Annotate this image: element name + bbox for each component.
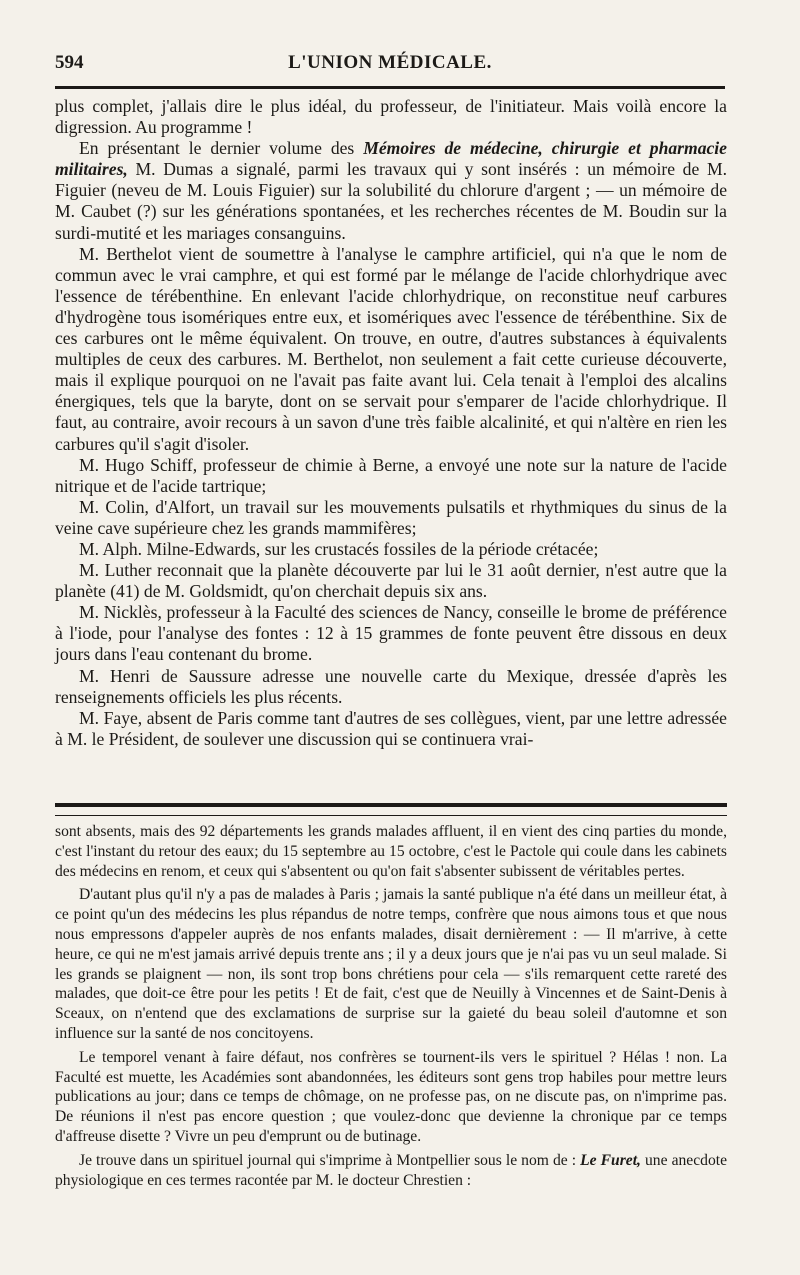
- feuilleton-paragraph-sante: D'autant plus qu'il n'y a pas de malades à Paris ; jamais la santé publique n'a été dans un meilleur état, à ce point qu'un des médecins les plus répandus de notre temps, confrère que nous aimons tous et que nous nous empressons d'appeler auprès de nos enfants malades, disait dernièrement : — Il m'arrive, à cette heure, ce qui ne m'est jamais arrivé depuis trente ans ; il y a deux jours que je n'ai pas vu un seul malade. Si les grands se plaignent — non, ils sont trop bons chrétiens pour cela — s'ils remarquent cette rareté des malades, que doit-ce être pour les petits ! Et de fait, c'est que de Neuilly à Vincennes et de Saint-Denis à Sceaux, on n'entend que des exclamations de surprise sur la gaieté du beau soleil d'automne et son influence sur la santé de nos concitoyens.: [55, 886, 727, 1042]
- paragraph-berthelot: M. Berthelot vient de soumettre à l'analyse le camphre artificiel, qui n'a que le nom de commun avec le vrai camphre, et qui est formé par le mélange de l'acide chlorhydrique avec l'essence de térébenthine. En enlevant l'acide chlorhydrique, on reconstitue neuf carbures d'hydrogène tous isomériques entre eux, et isomériques avec l'essence de térébenthine. Six de ces carbures ont le même équivalent. On trouve, en outre, d'autres substances à équivalents multiples de ceux des carbures. M. Berthelot, non seulement a fait cette curieuse découverte, mais il explique pourquoi on ne l'avait pas faite avant lui. Cela tenait à l'emploi des alcalins énergiques, tels que la baryte, dont on se servait pour s'emparer de l'acide chlorhydrique. Il faut, au contraire, avoir recours à un savon d'une très faible alcalinité, et qui n'altère en rien les carbures qu'il s'agit d'isoler.: [55, 243, 727, 454]
- feuilleton-paragraph-furet: [55, 1151, 727, 1191]
- journal-name-furet: Le Furet,: [580, 1151, 641, 1169]
- paragraph-saussure: M. Henri de Saussure adresse une nouvelle carte du Mexique, dressée d'après les renseignements officiels les plus récents.: [55, 665, 727, 707]
- journal-title: Mémoires de médecine, chirurgie et pharmacie militaires,: [55, 138, 727, 180]
- page-number: 594: [55, 52, 84, 73]
- page-header: [55, 50, 725, 80]
- paragraph-dumas: [55, 138, 727, 243]
- feuilleton-furet-text-a: Je trouve dans un spirituel journal qui s'imprime à Montpellier sous le nom de :: [79, 1151, 581, 1169]
- feuilleton-paragraph-continued: sont absents, mais des 92 départements les grands malades affluent, il en vient des cinq parties du monde, c'est l'instant du retour des eaux; du 15 septembre au 15 octobre, c'est le Pactole qui coule dans les cabinets des médecins en renom, et ceux qui s'absentent ou qu'on fait s'absenter subissent de véritables pertes.: [55, 823, 727, 880]
- paragraph-milne-edwards: M. Alph. Milne-Edwards, sur les crustacés fossiles de la période crétacée;: [79, 538, 599, 559]
- paragraph-continued: plus complet, j'allais dire le plus idéal, du professeur, de l'initiateur. Mais voilà encore la digression. Au programme !: [55, 96, 727, 138]
- feuilleton-column: [55, 822, 727, 1190]
- feuilleton-separator: [55, 803, 727, 816]
- paragraph-colin: M. Colin, d'Alfort, un travail sur les mouvements pulsatils et rhythmiques du sinus de la veine cave supérieure chez les grands mammifères;: [55, 496, 727, 538]
- feuilleton-paragraph-temporel: Le temporel venant à faire défaut, nos confrères se tournent-ils vers le spirituel ? Hélas ! non. La Faculté est muette, les Académies sont abandonnées, les éditeurs sont gens trop habiles pour mettre leurs publications au jour; dans ce temps de chômage, on ne professe pas, on ne discute pas, on n'imprime pas. De réunions il n'est pas encore question ; que voulez-donc que devienne la chronique par ce temps d'affreuse disette ? Vivre un peu d'emprunt ou de butinage.: [55, 1048, 727, 1145]
- paragraph-faye: M. Faye, absent de Paris comme tant d'autres de ses collègues, vient, par une lettre adressée à M. le Président, de soulever une discussion qui se continuera vrai-: [55, 707, 727, 749]
- paragraph-nickles: M. Nicklès, professeur à la Faculté des sciences de Nancy, conseille le brome de préférence à l'iode, pour l'analyse des fontes : 12 à 15 grammes de fonte peuvent être dissous en deux jours dans l'eau contenant du brome.: [55, 602, 727, 665]
- paragraph-dumas-text-a: En présentant le dernier volume des: [79, 138, 364, 159]
- feuilleton-furet-text-b: une anecdote physiologique en ces termes racontée par M. le docteur Chrestien :: [55, 1151, 727, 1189]
- main-column: [55, 96, 727, 750]
- paragraph-luther: M. Luther reconnait que la planète découverte par lui le 31 août dernier, n'est autre que la planète (41) de M. Goldsmidt, qu'on cherchait depuis six ans.: [55, 560, 727, 602]
- running-title: L'UNION MÉDICALE.: [288, 52, 492, 73]
- paragraph-dumas-text-b: M. Dumas a signalé, parmi les travaux qui y sont insérés : un mémoire de M. Figuier (neveu de M. Louis Figuier) sur la solubilité du chlorure d'argent ; — un mémoire de M. Caubet (?) sur les générations spontanées, et les recherches récentes de M. Boudin sur la surdi-mutité et les mariages consanguins.: [55, 159, 727, 243]
- paragraph-schiff: M. Hugo Schiff, professeur de chimie à Berne, a envoyé une note sur la nature de l'acide nitrique et de l'acide tartrique;: [55, 454, 727, 496]
- header-rule: [55, 86, 725, 89]
